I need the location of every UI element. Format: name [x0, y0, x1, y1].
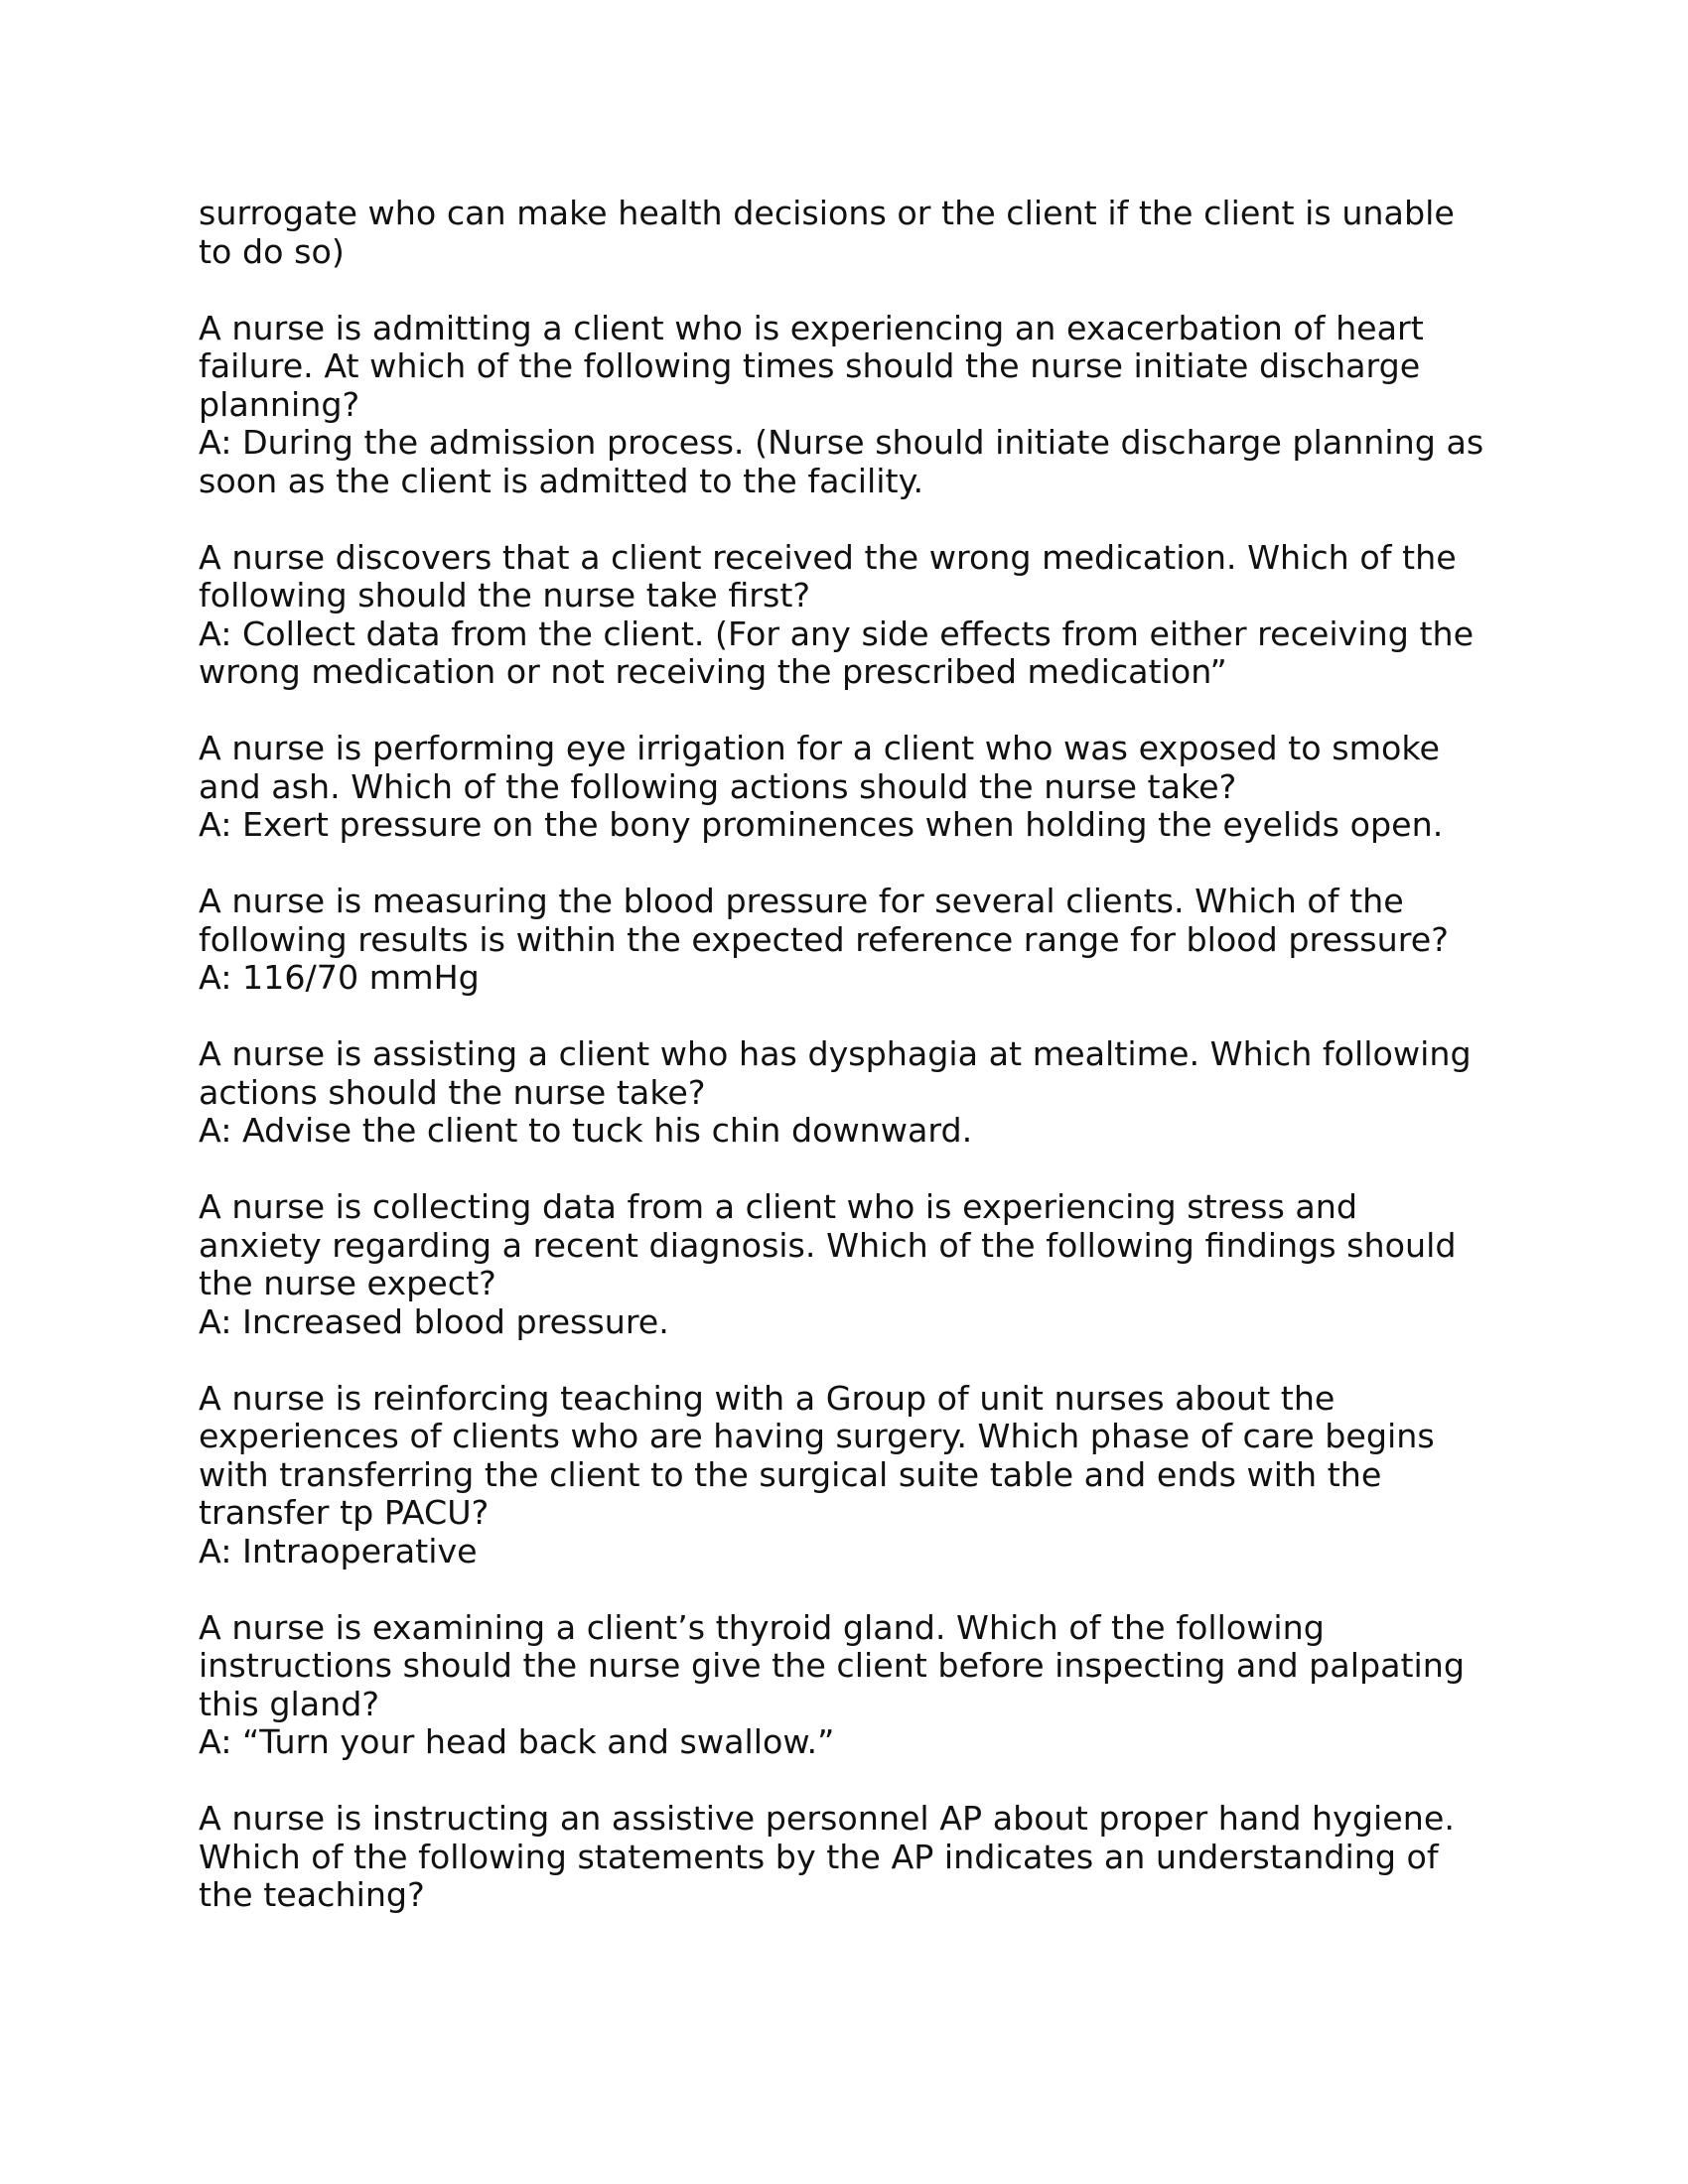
- question-line: and ash. Which of the following actions should the nurse take?: [199, 766, 1237, 806]
- question-line: A nurse is admitting a client who is experiencing an exacerbation of heart: [199, 308, 1424, 347]
- qa-item: [199, 1609, 1509, 1762]
- answer-line: A: “Turn your head back and swallow.”: [199, 1722, 835, 1761]
- document-body: [199, 195, 1509, 1953]
- answer-line: A: Exert pressure on the bony prominences when holding the eyelids open.: [199, 805, 1444, 844]
- answer-line: A: Intraoperative: [199, 1531, 478, 1570]
- question-line: A nurse is examining a client’s thyroid gland. Which of the following: [199, 1607, 1325, 1647]
- answer-line: A: 116/70 mmHg: [199, 958, 480, 997]
- question-line: A nurse is measuring the blood pressure for several clients. Which of the: [199, 882, 1404, 920]
- question-line: instructions should the nurse give the client before inspecting and palpating: [199, 1646, 1466, 1685]
- qa-item: [199, 1188, 1509, 1341]
- question-line: anxiety regarding a recent diagnosis. Which of the following findings should: [199, 1225, 1457, 1265]
- question-line: this gland?: [199, 1684, 380, 1723]
- question-line: A nurse is assisting a client who has dysphagia at mealtime. Which following: [199, 1034, 1472, 1073]
- question-line: experiences of clients who are having surgery. Which phase of care begins: [199, 1417, 1435, 1455]
- qa-item: [199, 1035, 1509, 1151]
- question-line: actions should the nurse take?: [199, 1072, 706, 1112]
- qa-item: [199, 1800, 1509, 1915]
- qa-item: [199, 1380, 1509, 1571]
- question-line: transfer tp PACU?: [199, 1493, 490, 1532]
- answer-line: wrong medication or not receiving the prescribed medication”: [199, 652, 1227, 691]
- answer-line: A: Advise the client to tuck his chin downward.: [199, 1111, 973, 1150]
- text-line: to do so): [199, 231, 345, 271]
- question-line: following results is within the expected reference range for blood pressure?: [199, 919, 1449, 959]
- qa-item: [199, 730, 1509, 845]
- qa-item: [199, 883, 1509, 998]
- question-line: A nurse is instructing an assistive personnel AP about proper hand hygiene.: [199, 1799, 1455, 1838]
- answer-line: A: Increased blood pressure.: [199, 1301, 669, 1341]
- answer-line: A: During the admission process. (Nurse should initiate discharge planning as: [199, 423, 1484, 462]
- question-line: with transferring the client to the surgical suite table and ends with the: [199, 1454, 1382, 1494]
- question-line: following should the nurse take first?: [199, 576, 811, 614]
- question-line: A nurse is collecting data from a client who is experiencing stress and: [199, 1187, 1358, 1226]
- answer-line: soon as the client is admitted to the facility.: [199, 461, 924, 500]
- question-line: Which of the following statements by the AP indicates an understanding of: [199, 1837, 1439, 1876]
- answer-line: A: Collect data from the client. (For any side effects from either receiving the: [199, 614, 1475, 653]
- question-line: A nurse discovers that a client received the wrong medication. Which of the: [199, 537, 1457, 577]
- text-line: surrogate who can make health decisions or the client if the client is unable: [199, 194, 1455, 232]
- question-line: failure. At which of the following times should the nurse initiate discharge: [199, 346, 1421, 385]
- qa-list: [199, 310, 1509, 1915]
- intro-paragraph: [199, 195, 1509, 271]
- qa-item: [199, 539, 1509, 692]
- question-line: A nurse is reinforcing teaching with a Group of unit nurses about the: [199, 1378, 1336, 1418]
- question-line: planning?: [199, 384, 360, 424]
- qa-item: [199, 310, 1509, 501]
- question-line: the nurse expect?: [199, 1264, 496, 1302]
- question-line: A nurse is performing eye irrigation for a client who was exposed to smoke: [199, 729, 1440, 767]
- question-line: the teaching?: [199, 1875, 425, 1914]
